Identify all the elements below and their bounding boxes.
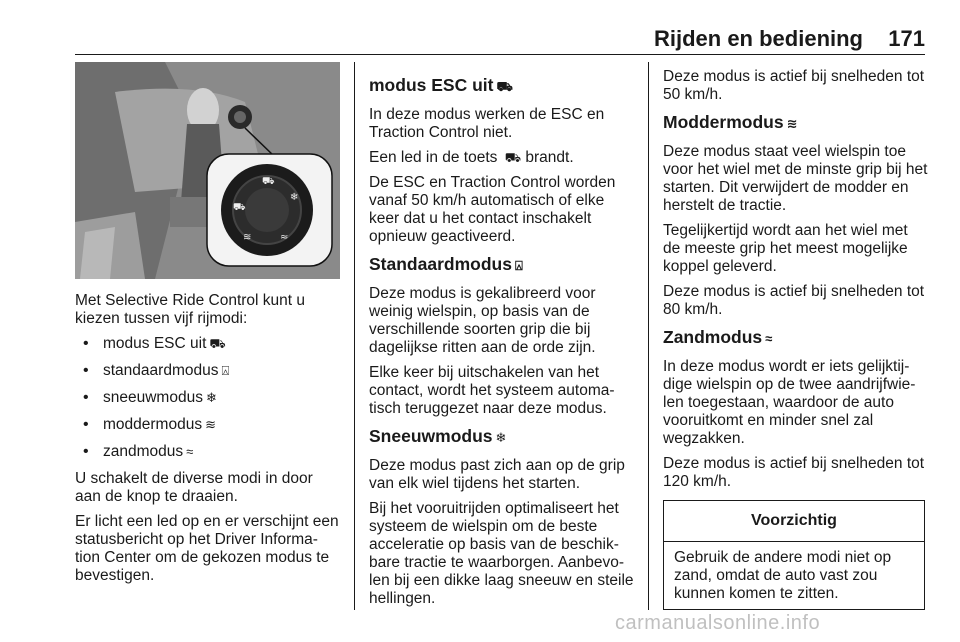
column-divider (354, 62, 355, 610)
snowflake-wheel-icon: ❄ (495, 430, 507, 445)
list-item: • standaardmodus ⍓ (83, 362, 230, 379)
car-front-icon: ⍓ (221, 363, 230, 378)
paragraph: Deze modus is actief bij snelheden tot 50 km/h. (663, 68, 925, 103)
paragraph: U schakelt de diverse modi in door aan de knop te draaien. (75, 470, 313, 505)
list-item: • moddermodus ≋ (83, 416, 216, 433)
intro-paragraph: Met Selective Ride Control kunt u kiezen tussen vijf rijmodi: (75, 292, 306, 327)
paragraph: Tegelijkertijd wordt aan het wiel met de meeste grip het meest mogelijke koppel geleverd. (663, 222, 908, 275)
heading-esc-off: modus ESC uit ⛟ (369, 74, 634, 98)
paragraph: Deze modus is actief bij snelheden tot 120 km/h. (663, 455, 925, 490)
heading-standard: Standaardmodus ⍓ (369, 253, 634, 277)
paragraph: Deze modus staat veel wielspin toe voor het wiel met de minste grip bij het starten. Dit verwijdert de modder en herstelt de tractie. (663, 143, 928, 214)
sand-wheel-icon: ≈ (765, 331, 773, 346)
svg-text:❄: ❄ (290, 192, 299, 203)
paragraph: Deze modus is actief bij snelheden tot 80 km/h. (663, 283, 925, 318)
mud-wheel-icon: ≋ (205, 417, 216, 432)
list-item: • modus ESC uit ⛟ (83, 335, 226, 352)
paragraph: De ESC en Traction Control worden vanaf 50 km/h automatisch of elke keer dat u het contact inschakelt opnieuw geactiveerd. (369, 174, 616, 245)
snowflake-wheel-icon: ❄ (205, 390, 217, 405)
caution-title: Voorzichtig (664, 501, 924, 542)
caution-box (663, 500, 925, 610)
paragraph: Bij het vooruitrijden optimaliseert het systeem de wielspin om de beste acceleratie op basis van de beschik-bare tractie te waarborgen. Aanbevo-len bij een dikke laag sneeuw en steile hellingen. (369, 500, 634, 607)
column-divider (648, 62, 649, 610)
page-header (75, 26, 925, 56)
heading-sand: Zandmodus ≈ (663, 326, 928, 350)
watermark: carmanualsonline.info (615, 612, 821, 634)
header-rule (75, 54, 925, 55)
svg-text:≋: ≋ (243, 232, 252, 243)
svg-text:⛟: ⛟ (233, 202, 246, 213)
svg-text:⛟: ⛟ (262, 176, 275, 187)
column-3 (663, 68, 928, 498)
paragraph: Een led in de toets ⛟ brandt. (369, 149, 574, 166)
column-2 (369, 68, 634, 615)
heading-snow: Sneeuwmodus ❄ (369, 425, 634, 449)
caution-body: Gebruik de andere modi niet op zand, omdat de auto vast zou kunnen komen te zitten. (674, 549, 892, 602)
section-title: Rijden en bediening (653, 26, 863, 51)
sand-wheel-icon: ≈ (186, 444, 194, 459)
car-skid-off-icon: ⛟ (504, 150, 522, 165)
heading-mud: Moddermodus ≋ (663, 111, 928, 135)
selector-illustration (75, 62, 340, 279)
page-number: 171 (888, 26, 925, 51)
mode-selector-photo (75, 62, 340, 279)
car-front-icon: ⍓ (514, 258, 523, 273)
svg-text:≈: ≈ (280, 232, 289, 243)
list-item: • sneeuwmodus ❄ (83, 389, 217, 406)
car-skid-off-icon: ⛟ (209, 336, 226, 351)
paragraph: Deze modus is gekalibreerd voor weinig wielspin, op basis van de verschillende soorten grip die bij dagelijkse ritten aan de orde zijn. (369, 285, 596, 356)
paragraph: In deze modus wordt er iets gelijktij-dige wielspin op de twee aandrijfwie-len toegestaan, waardoor de auto vooruitkomt en minder snel zal wegzakken. (663, 358, 916, 447)
car-skid-off-icon: ⛟ (496, 79, 513, 94)
column-1 (75, 292, 340, 592)
mode-list (75, 335, 340, 461)
paragraph: Deze modus past zich aan op de grip van elk wiel tijdens het starten. (369, 457, 625, 492)
paragraph: Elke keer bij uitschakelen van het contact, wordt het systeem automa-tisch teruggezet naar deze modus. (369, 364, 615, 417)
list-item: • zandmodus ≈ (83, 443, 194, 460)
mud-wheel-icon: ≋ (786, 116, 798, 131)
paragraph: In deze modus werken de ESC en Traction Control niet. (369, 106, 605, 141)
paragraph: Er licht een led op en er verschijnt een statusbericht op het Driver Informa-tion Center om de gekozen modus te bevestigen. (75, 513, 339, 584)
